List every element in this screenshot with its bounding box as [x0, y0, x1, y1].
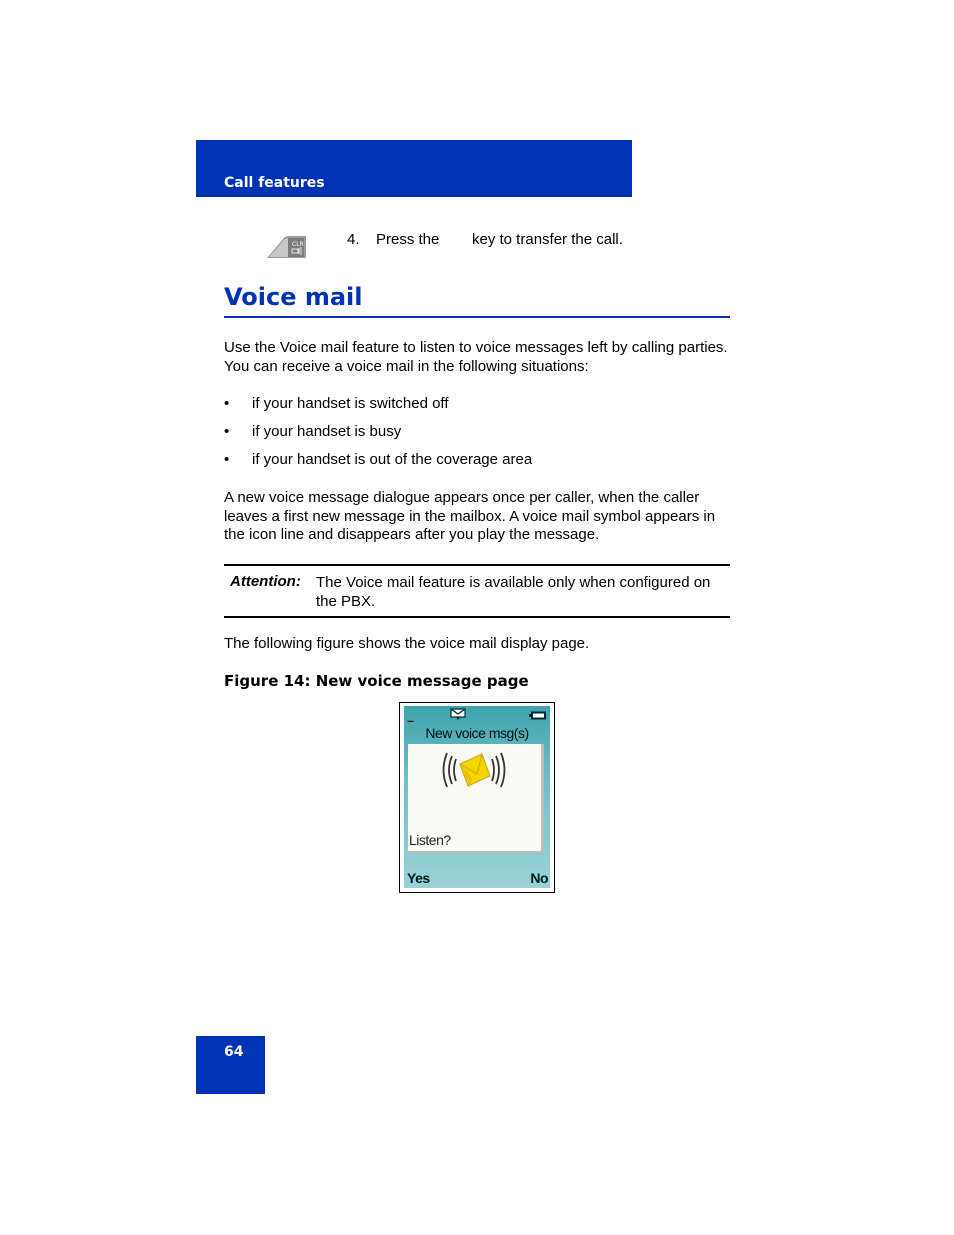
- step-number: 4.: [347, 231, 360, 248]
- attention-top-rule: [224, 564, 730, 566]
- phone-screenshot: [399, 702, 555, 893]
- description-paragraph: A new voice message dialogue appears once per caller, when the caller leaves a first new message in the mailbox. A voice mail symbol appears in the icon line and disappears after you play the message.: [224, 489, 716, 543]
- figure-caption: Figure 14: New voice message page: [224, 672, 529, 690]
- list-item-text: if your handset is busy: [252, 423, 402, 440]
- attention-label: Attention:: [230, 573, 301, 590]
- phone-screen: [404, 706, 550, 888]
- section-rule: [224, 316, 730, 318]
- no-softkey[interactable]: No: [530, 870, 548, 886]
- page-number: 64: [224, 1044, 244, 1060]
- message-dialog: [408, 744, 544, 853]
- page-number-box: [196, 1036, 265, 1094]
- step-text-before: Press the: [376, 231, 440, 248]
- clr-key-icon: [266, 229, 308, 259]
- bullet-icon: •: [224, 423, 230, 440]
- list-item-text: if your handset is out of the coverage area: [252, 451, 533, 468]
- signal-icon: .....: [407, 715, 414, 724]
- header-bar: [196, 140, 632, 197]
- battery-icon: [529, 711, 547, 720]
- figure-intro-paragraph: The following figure shows the voice mail display page.: [224, 635, 590, 652]
- bullet-icon: •: [224, 395, 230, 412]
- header-title: Call features: [224, 175, 325, 191]
- attention-text: The Voice mail feature is available only when configured on the PBX.: [316, 574, 711, 610]
- message-icon: [450, 708, 466, 720]
- status-bar: [404, 706, 550, 723]
- bullet-icon: •: [224, 451, 230, 468]
- intro-paragraph: Use the Voice mail feature to listen to voice messages left by calling parties. You can receive a voice mail in the following situations:: [224, 339, 728, 375]
- svg-text:CLR: CLR: [292, 241, 304, 248]
- section-title: Voice mail: [224, 283, 363, 311]
- list-item-text: if your handset is switched off: [252, 395, 449, 412]
- yes-softkey[interactable]: Yes: [407, 870, 430, 886]
- screen-title: New voice msg(s): [425, 725, 529, 741]
- attention-bottom-rule: [224, 616, 730, 618]
- listen-prompt: Listen?: [409, 832, 451, 848]
- voice-message-envelope-icon: [440, 748, 508, 792]
- step-text-after: key to transfer the call.: [472, 231, 623, 248]
